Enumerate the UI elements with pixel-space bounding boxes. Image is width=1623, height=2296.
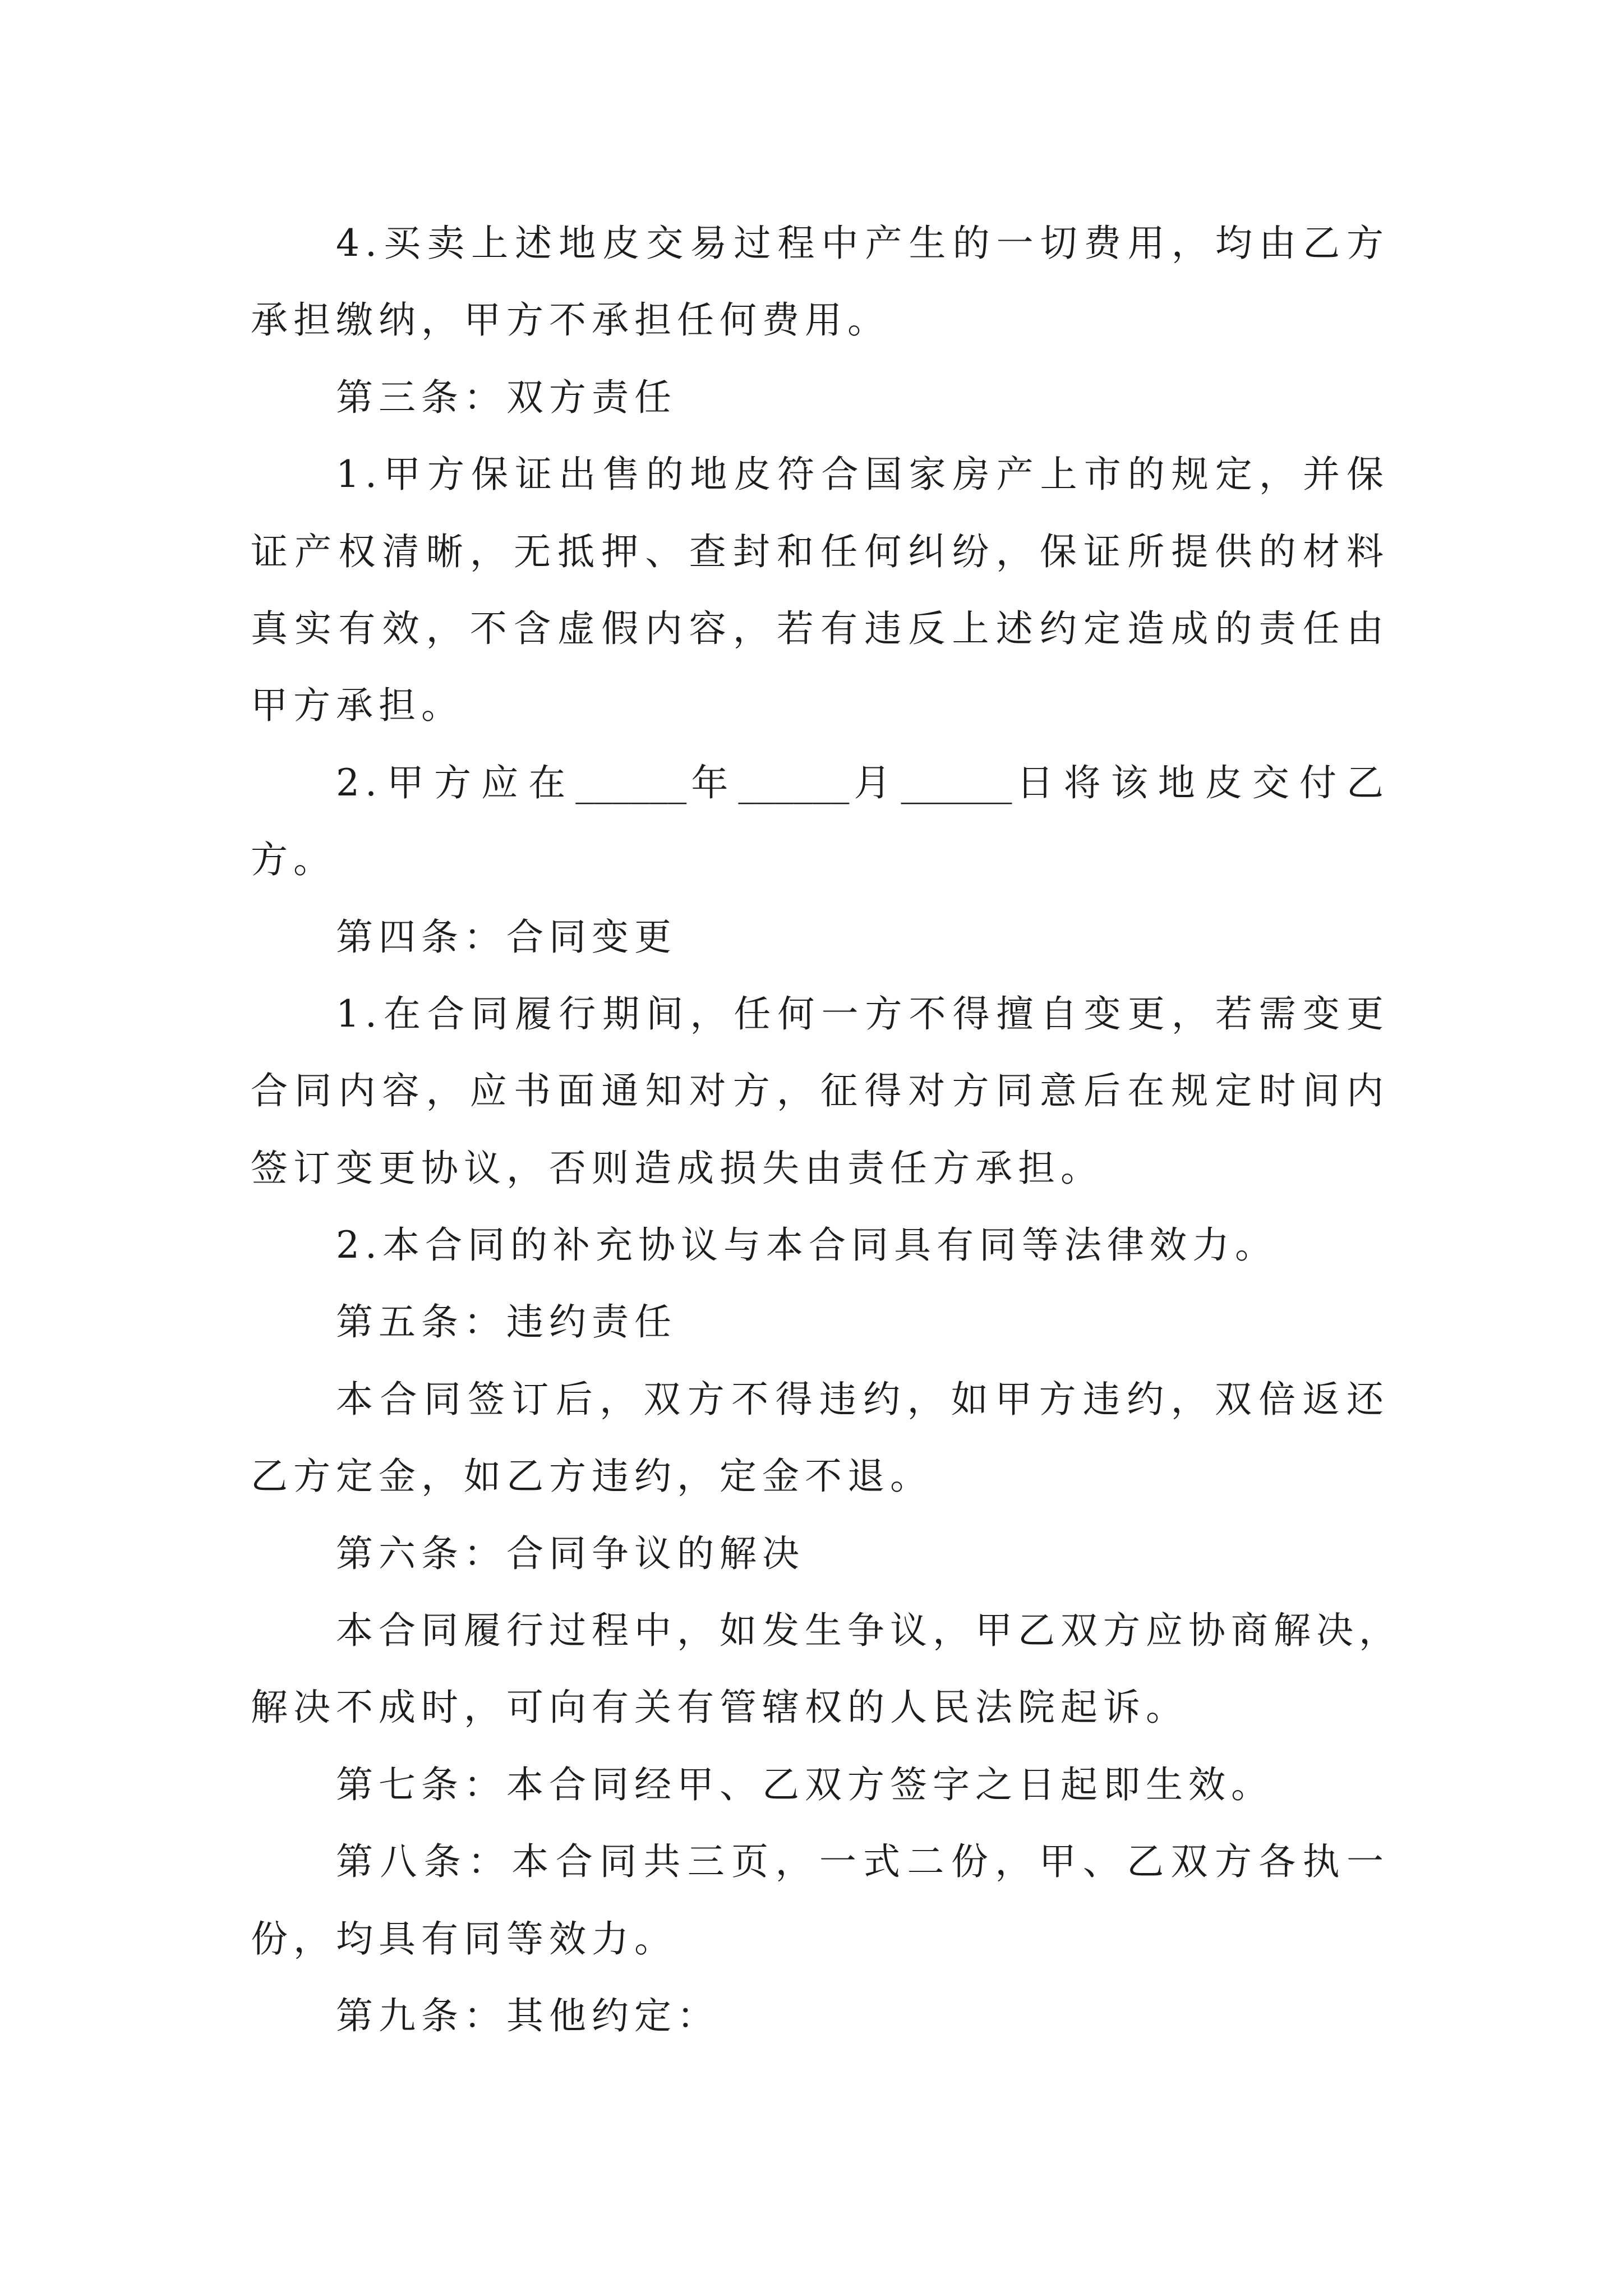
article-heading-9: [251, 1977, 1389, 2054]
paragraph-clause-4-1: [251, 976, 1389, 1207]
fill-in-blank: ______: [738, 761, 850, 804]
article-heading: 第三条：双方责任: [336, 375, 677, 419]
fill-in-blank: ______: [901, 761, 1012, 804]
paragraph-line: 2.甲方应在______年______月______日将该地皮交付乙: [251, 744, 1389, 821]
article-heading: 第八条：本合同共三页，一式二份，甲、乙双方各执一: [336, 1840, 1389, 1884]
paragraph-clause-5: [251, 1361, 1389, 1515]
paragraph-line: 4.买卖上述地皮交易过程中产生的一切费用，均由乙方: [336, 222, 1389, 265]
fill-in-blank: ______: [575, 761, 687, 804]
paragraph-line: 本合同签订后，双方不得违约，如甲方违约，双倍返还: [336, 1377, 1389, 1421]
paragraph-line: 1.甲方保证出售的地皮符合国家房产上市的规定，并保: [336, 453, 1389, 496]
paragraph-line: 解决不成时，可向有关有管辖权的人民法院起诉。: [251, 1686, 1188, 1729]
article-heading: 第四条：合同变更: [336, 915, 677, 959]
paragraph-clause-6: [251, 1592, 1401, 1746]
article-heading-3: [251, 359, 1389, 436]
article-heading: 第六条：合同争议的解决: [336, 1531, 805, 1575]
paragraph-line: 证产权清晰，无抵押、查封和任何纠纷，保证所提供的材料: [251, 530, 1389, 573]
paragraph-clause-3-2: [251, 744, 1389, 899]
paragraph-line: 合同内容，应书面通知对方，征得对方同意后在规定时间内: [251, 1069, 1389, 1113]
paragraph-line: 份，均具有同等效力。: [251, 1917, 677, 1961]
article-heading: 第九条：其他约定：: [336, 1994, 720, 2037]
paragraph-line: 1.在合同履行期间，任何一方不得擅自变更，若需变更: [336, 992, 1389, 1036]
contract-text: [251, 205, 1401, 2054]
paragraph-line: 甲方承担。: [251, 684, 464, 728]
article-heading: 第七条：本合同经甲、乙双方签字之日起即生效。: [336, 1763, 1274, 1806]
article-heading: 第五条：违约责任: [336, 1300, 677, 1344]
paragraph-line: 承担缴纳，甲方不承担任何费用。: [251, 298, 890, 342]
paragraph-line: 方。: [251, 838, 336, 882]
paragraph-line: 乙方定金，如乙方违约，定金不退。: [251, 1455, 933, 1498]
paragraph-line: 签订变更协议，否则造成损失由责任方承担。: [251, 1146, 1103, 1190]
paragraph-line: 2.本合同的补充协议与本合同具有同等法律效力。: [336, 1223, 1278, 1267]
article-heading-6: [251, 1515, 1389, 1592]
article-heading-8: [251, 1823, 1389, 1977]
paragraph-line: 真实有效，不含虚假内容，若有违反上述约定造成的责任由: [251, 606, 1389, 650]
article-heading-4: [251, 899, 1389, 976]
article-heading-7: [251, 1746, 1389, 1823]
paragraph-line: 本合同履行过程中，如发生争议，甲乙双方应协商解决，: [336, 1609, 1401, 1653]
article-heading-5: [251, 1283, 1389, 1360]
paragraph-clause-4: [251, 205, 1389, 359]
paragraph-clause-3-1: [251, 436, 1389, 744]
paragraph-clause-4-2: [251, 1207, 1389, 1283]
